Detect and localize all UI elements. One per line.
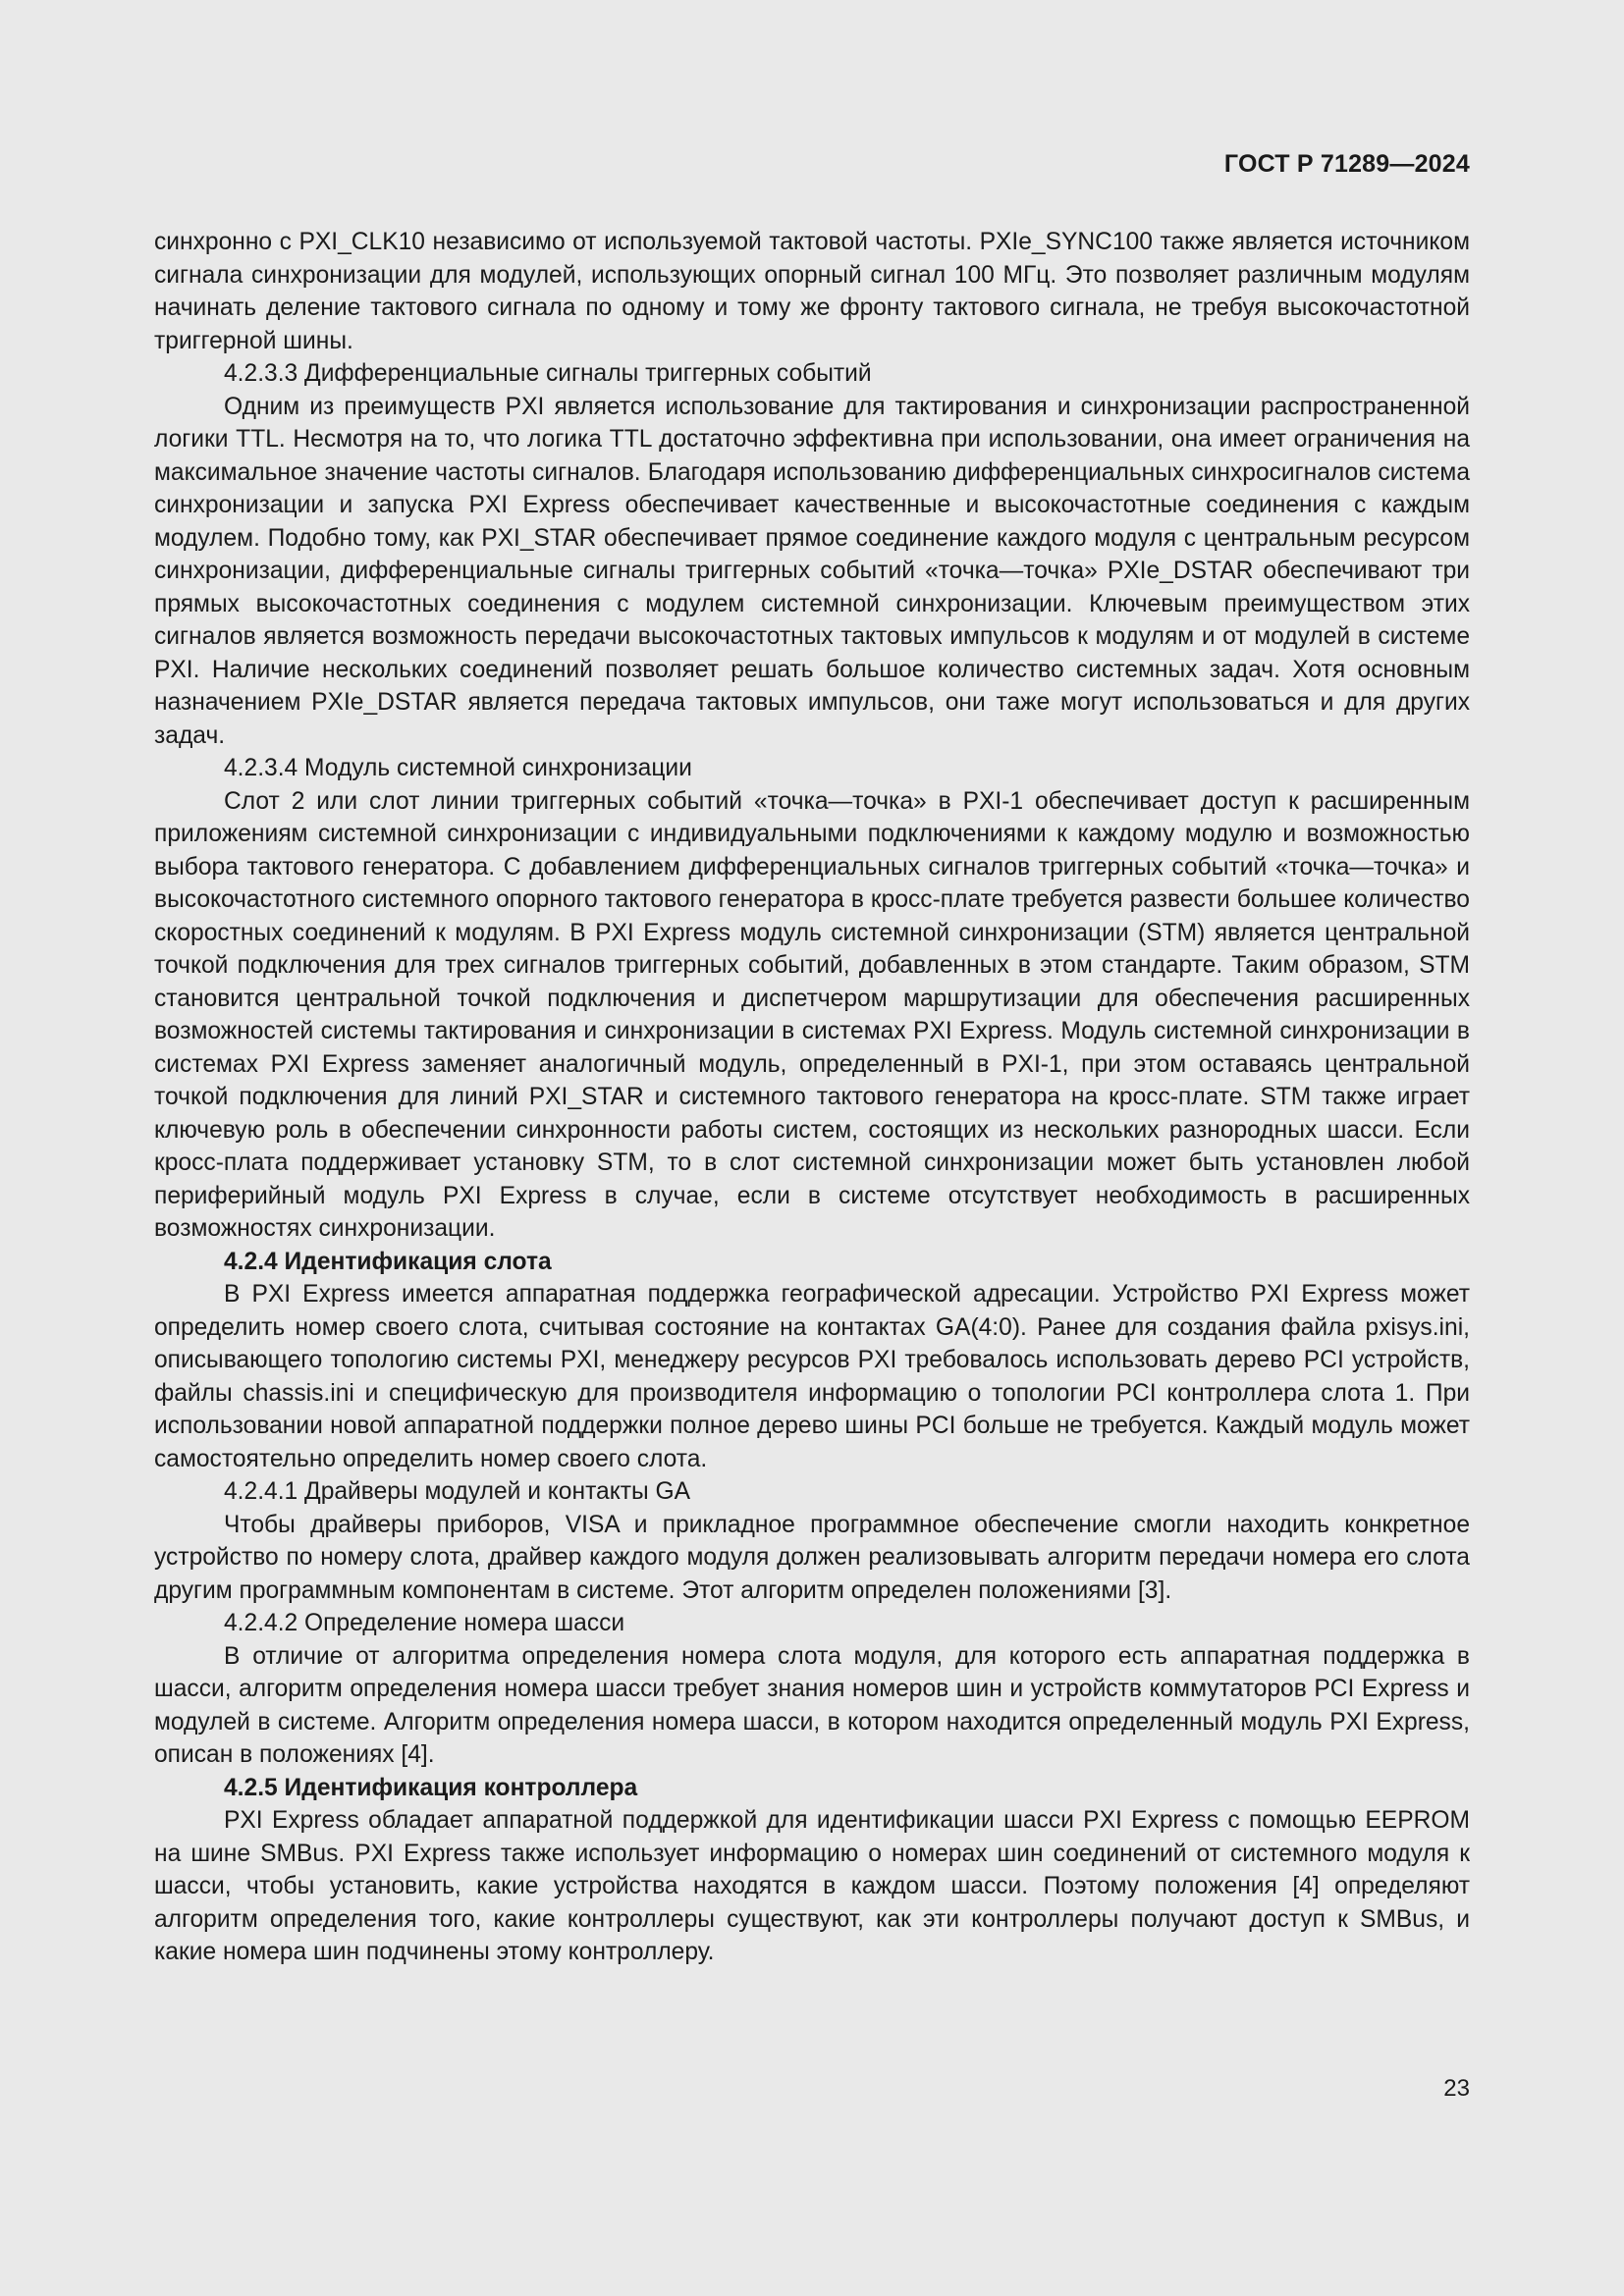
paragraph: Чтобы драйверы приборов, VISA и прикладное программное обеспечение смогли находить конкретное устройство по номеру слота, драйвер каждого модуля должен реализовывать алгоритм передачи номера его слота другим программным компонентам в системе. Этот алгоритм определен положениями [3]. bbox=[154, 1511, 1470, 1604]
page-number: 23 bbox=[1443, 2075, 1470, 2102]
paragraph: Слот 2 или слот линии триггерных событий «точка—точка» в PXI-1 обеспечивает доступ к расширенным приложениям системной синхронизации с индивидуальными подключениями к каждому модулю и возможностью выбора тактового генератора. С добавлением дифференциальных сигналов триггерных событий «точка—точка» и высокочастотного системного опорного тактового генератора в кросс-плате требуется развести большее количество скоростных соединений к модулям. В PXI Express модуль системной синхронизации (STM) является центральной точкой подключения для трех сигналов триггерных событий, добавленных в этом стандарте. Таким образом, STM становится центральной точкой подключения и диспетчером маршрутизации для обеспечения расширенных возможностей системы тактирования и синхронизации в системах PXI Express. Модуль системной синхронизации в системах PXI Express заменяет аналогичный модуль, определенный в PXI-1, при этом оставаясь центральной точкой подключения для линий PXI_STAR и системного тактового генератора на кросс-плате. STM также играет ключевую роль в обеспечении синхронности работы систем, состоящих из нескольких разнородных шасси. Если кросс-плата поддерживает установку STM, то в слот системной синхронизации может быть установлен любой периферийный модуль PXI Express в случае, если в системе отсутствует необходимость в расширенных возможностях синхронизации. bbox=[154, 787, 1470, 1242]
document-code: ГОСТ Р 71289—2024 bbox=[1223, 150, 1470, 178]
subsection-heading-4-2-4-2: 4.2.4.2 Определение номера шасси bbox=[224, 1610, 625, 1636]
section-heading-4-2-4: 4.2.4 Идентификация слота bbox=[224, 1248, 552, 1275]
paragraph: PXI Express обладает аппаратной поддержкой для идентификации шасси PXI Express с помощью EEPROM на шине SMBus. PXI Express также использует информацию о номерах шин соединений от системного модуля к шасси, чтобы установить, какие устройства находятся в каждом шасси. Поэтому положения [4] определяют алгоритм определения того, какие контроллеры существуют, как эти контроллеры получают доступ к SMBus, и какие номера шин подчинены этому контроллеру. bbox=[154, 1807, 1470, 1965]
paragraph: В отличие от алгоритма определения номера слота модуля, для которого есть аппаратная поддержка в шасси, алгоритм определения номера шасси требует знания номеров шин и устройств коммутаторов PCI Express и модулей в системе. Алгоритм определения номера шасси, в котором находится определенный модуль PXI Express, описан в положениях [4]. bbox=[154, 1642, 1470, 1768]
section-heading-4-2-5: 4.2.5 Идентификация контроллера bbox=[224, 1774, 638, 1801]
paragraph: Одним из преимуществ PXI является использование для тактирования и синхронизации распространенной логики TTL. Несмотря на то, что логика TTL достаточно эффективна при использовании, она имеет ограничения на максимальное значение частоты сигналов. Благодаря использованию дифференциальных синхросигналов система синхронизации и запуска PXI Express обеспечивает качественные и высокочастотные соединения с каждым модулем. Подобно тому, как PXI_STAR обеспечивает прямое соединение каждого модуля с центральным ресурсом синхронизации, дифференциальные сигналы триггерных событий «точка—точка» PXIe_DSTAR обеспечивают три прямых высокочастотных соединения с модулем системной синхронизации. Ключевым преимуществом этих сигналов является возможность передачи высокочастотных тактовых импульсов к модулям и от модулей в системе PXI. Наличие нескольких соединений позволяет решать большое количество системных задач. Хотя основным назначением PXIe_DSTAR является передача тактовых импульсов, они таже могут использоваться и для других задач. bbox=[154, 393, 1470, 749]
paragraph-continuation: синхронно с PXI_CLK10 независимо от используемой тактовой частоты. PXIe_SYNC100 также является источником сигнала синхронизации для модулей, использующих опорный сигнал 100 МГц. Это позволяет различным модулям начинать деление тактового сигнала по одному и тому же фронту тактового сигнала, не требуя высокочастотной триггерной шины. bbox=[154, 229, 1470, 354]
paragraph: В PXI Express имеется аппаратная поддержка географической адресации. Устройство PXI Express может определить номер своего слота, считывая состояние на контактах GA(4:0). Ранее для создания файла pxisys.ini, описывающего топологию системы PXI, менеджеру ресурсов PXI требовалось использовать дерево PCI устройств, файлы chassis.ini и специфическую для производителя информацию о топологии PCI контроллера слота 1. При использовании новой аппаратной поддержки полное дерево шины PCI больше не требуется. Каждый модуль может самостоятельно определить номер своего слота. bbox=[154, 1281, 1470, 1472]
subsection-heading-4-2-3-4: 4.2.3.4 Модуль системной синхронизации bbox=[224, 755, 692, 781]
subsection-heading-4-2-4-1: 4.2.4.1 Драйверы модулей и контакты GA bbox=[224, 1478, 691, 1505]
document-body bbox=[154, 226, 1470, 1969]
subsection-heading-4-2-3-3: 4.2.3.3 Дифференциальные сигналы триггерных событий bbox=[224, 360, 872, 387]
